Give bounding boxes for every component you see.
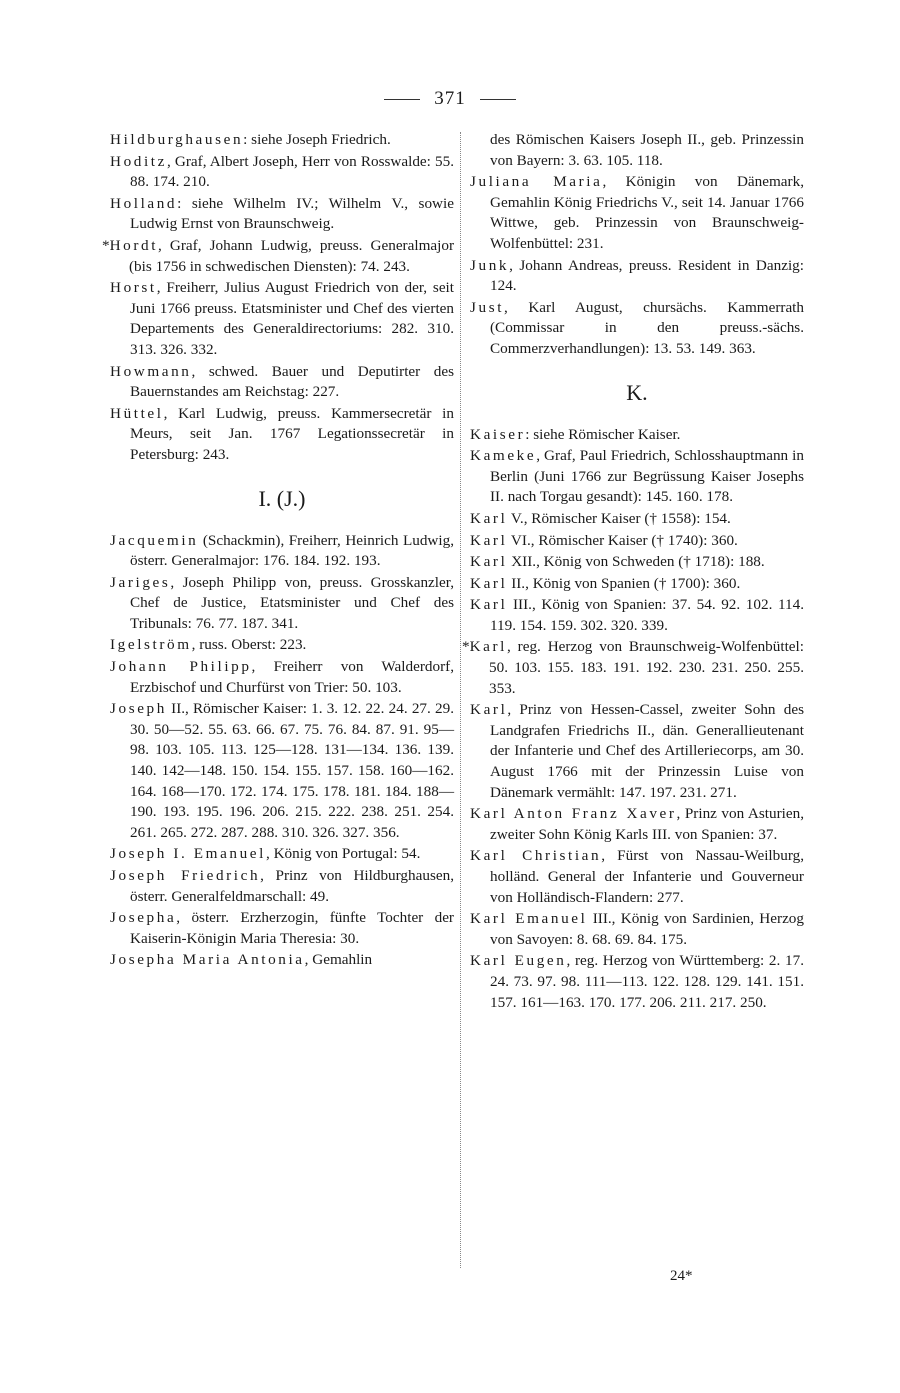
section-heading: K. bbox=[626, 379, 648, 405]
entry-headword: Hordt bbox=[109, 236, 159, 254]
index-entry bbox=[110, 531, 454, 572]
index-entry bbox=[470, 256, 804, 297]
index-entry bbox=[110, 130, 454, 151]
entry-headword: Just bbox=[470, 298, 505, 316]
entry-text: , Freiherr, Julius August Friedrich von der, seit Juni 1766 preuss. Etatsminister und Chef des vierten Departements des Generaldirectoriums: 282. 310. 313. 326. 332. bbox=[130, 279, 454, 358]
entry-headword: Karl bbox=[470, 574, 508, 592]
entry-headword: Joseph bbox=[110, 700, 167, 718]
entry-headword: Joseph Friedrich bbox=[110, 867, 261, 884]
entry-text: (Schackmin), Freiherr, Heinrich Ludwig, österr. Generalmajor: 176. 184. 192. 193. bbox=[130, 531, 454, 570]
index-entry bbox=[462, 637, 804, 699]
entry-text: , reg. Herzog von Braunschweig-Wolfenbüttel: 50. 103. 155. 183. 191. 192. 230. 231. 250. 255. 353. bbox=[489, 638, 804, 697]
entry-text: , Königin von Dänemark, Gemahlin König Friedrichs V., seit 14. Januar 1766 Wittwe, geb. Prinzessin von Braunschweig-Wolfenbüttel: 231. bbox=[490, 173, 804, 252]
index-entry bbox=[470, 446, 804, 508]
entry-text: , Prinz von Hildburghausen, österr. Generalfeldmarschall: 49. bbox=[130, 867, 454, 905]
section-heading: I. (J.) bbox=[258, 485, 306, 511]
entry-text: : siehe Wilhelm IV.; Wilhelm V., sowie Ludwig Ernst von Braunschweig. bbox=[130, 194, 454, 233]
entry-headword: Holland bbox=[110, 194, 178, 212]
entry-headword: Jacquemin bbox=[110, 531, 199, 549]
entry-headword: Karl bbox=[469, 638, 507, 656]
entry-headword: Karl Emanuel bbox=[470, 910, 588, 928]
index-entry bbox=[470, 951, 804, 1013]
index-entry bbox=[110, 908, 454, 949]
entry-text: , Johann Andreas, preuss. Resident in Danzig: 124. bbox=[490, 256, 804, 295]
entry-text: V., Römischer Kaiser († 1558): 154. bbox=[507, 509, 731, 527]
entry-headword: Josepha Maria Antonia bbox=[110, 951, 305, 969]
entry-headword: Karl Christian bbox=[470, 847, 602, 865]
page-header bbox=[0, 84, 900, 114]
entry-text: , Graf, Johann Ludwig, preuss. Generalmajor (bis 1756 in schwedischen Diensten): 74. 243. bbox=[129, 236, 454, 275]
entry-text: , König von Portugal: 54. bbox=[265, 845, 421, 863]
entry-headword: Karl Eugen bbox=[470, 952, 567, 970]
index-entry bbox=[470, 425, 804, 446]
entry-text: II., Römischer Kaiser: 1. 3. 12. 22. 24. 27. 29. 30. 50—52. 55. 63. 66. 67. 75. 76. 84. 87. 91. 95—98. 103. 105. 113. 125—128. 131—134. 136. 139. 140. 142—148. 150. 154. 155. 157. 158. 160—162. 164. 168—170. 172. 174. 175. 178. 181. 184. 188—190. 193. 195. 196. 206. 215. 222. 238. 251. 254. 261. 265. 272. 287. 288. 310. 326. 327. 356. bbox=[130, 700, 454, 841]
entry-text: , russ. Oberst: 223. bbox=[191, 636, 307, 654]
entry-text: : siehe Joseph Friedrich. bbox=[243, 131, 391, 148]
page-number: 371 bbox=[434, 88, 466, 109]
entry-text: des Römischen Kaisers Joseph II., geb. Prinzessin von Bayern: 3. 63. 105. 118. bbox=[490, 131, 804, 169]
entry-text: , Graf, Paul Friedrich, Schlosshauptmann in Berlin (Juni 1766 zur Begrüssung Kaiser Josephs II. nach Torgau gesandt): 145. 160. 178. bbox=[490, 447, 804, 506]
entry-headword: Karl Anton Franz Xaver bbox=[470, 805, 677, 823]
index-entry bbox=[110, 573, 454, 635]
index-entry bbox=[110, 699, 454, 843]
entry-headword: Joseph I. Emanuel bbox=[110, 845, 266, 863]
entry-text: , Freiherr von Walderdorf, Erzbischof und Churfürst von Trier: 50. 103. bbox=[130, 658, 454, 696]
entry-headword: Horst bbox=[110, 279, 157, 297]
entry-headword: Junk bbox=[470, 256, 510, 274]
entry-headword: Josepha bbox=[110, 909, 177, 927]
index-entry bbox=[470, 700, 804, 803]
index-entry bbox=[110, 404, 454, 466]
index-entry bbox=[110, 362, 454, 403]
index-entry bbox=[110, 278, 454, 360]
entry-headword: Kaiser bbox=[470, 425, 526, 443]
index-entry bbox=[470, 804, 804, 845]
entry-text: II., König von Spanien († 1700): 360. bbox=[507, 574, 741, 592]
entry-headword: Karl bbox=[470, 509, 508, 527]
entry-marker: * bbox=[102, 236, 110, 254]
entry-text: , Joseph Philipp von, preuss. Grosskanzler, Chef de Justice, Etatsminister und Chef des Tribunals: 76. 77. 187. 341. bbox=[130, 573, 454, 632]
entry-text: , Gemahlin bbox=[304, 951, 373, 969]
entry-headword: Juliana Maria bbox=[470, 173, 603, 191]
header-rule-left bbox=[384, 99, 420, 100]
index-entry bbox=[470, 909, 804, 950]
entry-text: , Karl Ludwig, preuss. Kammersecretär in Meurs, seit Jan. 1767 Legationssecretär in Petersburg: 243. bbox=[130, 404, 454, 463]
index-entry bbox=[470, 172, 804, 254]
left-column bbox=[102, 130, 454, 972]
index-entry bbox=[470, 552, 804, 573]
printer-signature: 24* bbox=[670, 1268, 693, 1284]
entry-headword: Jariges bbox=[110, 573, 171, 591]
index-entry bbox=[110, 844, 454, 865]
index-entry bbox=[102, 236, 454, 277]
entry-headword: Karl bbox=[470, 531, 508, 549]
entry-headword: Karl bbox=[470, 553, 508, 571]
entry-headword: Johann Philipp bbox=[110, 658, 252, 676]
index-entry bbox=[110, 950, 454, 971]
header-rule-right bbox=[480, 99, 516, 100]
right-column bbox=[462, 130, 805, 1014]
index-entry bbox=[470, 846, 804, 908]
entry-text: XII., König von Schweden († 1718): 188. bbox=[507, 553, 765, 571]
index-entry bbox=[110, 635, 454, 656]
entry-headword: Hüttel bbox=[110, 404, 164, 422]
entry-text: III., König von Spanien: 37. 54. 92. 102. 114. 119. 154. 159. 302. 320. 339. bbox=[490, 596, 804, 634]
entry-text: III., König von Sardinien, Herzog von Savoyen: 8. 68. 69. 84. 175. bbox=[490, 910, 804, 948]
entry-text: , reg. Herzog von Württemberg: 2. 17. 24. 73. 97. 98. 111—113. 122. 128. 129. 141. 151. 157. 161—163. 170. 177. 206. 211. 217. 250. bbox=[490, 952, 804, 1011]
entry-headword: Igelström bbox=[110, 636, 192, 654]
entry-headword: Karl bbox=[470, 596, 508, 614]
entry-text: VI., Römischer Kaiser († 1740): 360. bbox=[507, 531, 738, 549]
entry-text: , Fürst von Nassau-Weilburg, holländ. General der Infanterie und Gouverneur von Holländisch-Flandern: 277. bbox=[490, 847, 805, 906]
index-entry bbox=[470, 595, 804, 636]
index-entry bbox=[470, 509, 804, 530]
entry-text: , österr. Erzherzogin, fünfte Tochter der Kaiserin-Königin Maria Theresia: 30. bbox=[130, 909, 454, 947]
column-divider bbox=[460, 132, 461, 1268]
entry-text: : siehe Römischer Kaiser. bbox=[525, 425, 681, 443]
entry-text: , schwed. Bauer und Deputirter des Bauernstandes am Reichstag: 227. bbox=[130, 362, 454, 401]
entry-headword: Kameke bbox=[470, 447, 537, 465]
index-entry bbox=[110, 866, 454, 907]
entry-text: , Graf, Albert Joseph, Herr von Rosswalde: 55. 88. 174. 210. bbox=[130, 152, 454, 191]
entry-text: , Prinz von Asturien, zweiter Sohn König Karls III. von Spanien: 37. bbox=[490, 805, 804, 843]
index-entry bbox=[470, 531, 804, 552]
entry-text: , Karl August, chursächs. Kammerrath (Commissar in den preuss.-sächs. Commerzverhandlungen): 13. 53. 149. 363. bbox=[490, 298, 804, 357]
entry-headword: Karl bbox=[470, 701, 508, 719]
index-entry bbox=[110, 152, 454, 193]
index-entry bbox=[470, 574, 804, 595]
entry-headword: Hoditz bbox=[110, 152, 167, 170]
index-entry bbox=[110, 657, 454, 698]
entry-marker: * bbox=[462, 638, 470, 656]
index-entry bbox=[110, 194, 454, 235]
index-entry bbox=[470, 298, 804, 360]
entry-text: , Prinz von Hessen-Cassel, zweiter Sohn des Landgrafen Friedrichs II., dän. Generallieutenant der Infanterie und Chef des Artilleriecorps, am 30. August 1766 mit der Prinzessin Luise von Dänemark vermählt: 147. 197. 231. 271. bbox=[490, 701, 804, 801]
entry-headword: Hildburghausen bbox=[110, 131, 244, 148]
entry-headword: Howmann bbox=[110, 362, 192, 380]
index-entry-continuation bbox=[470, 130, 804, 171]
